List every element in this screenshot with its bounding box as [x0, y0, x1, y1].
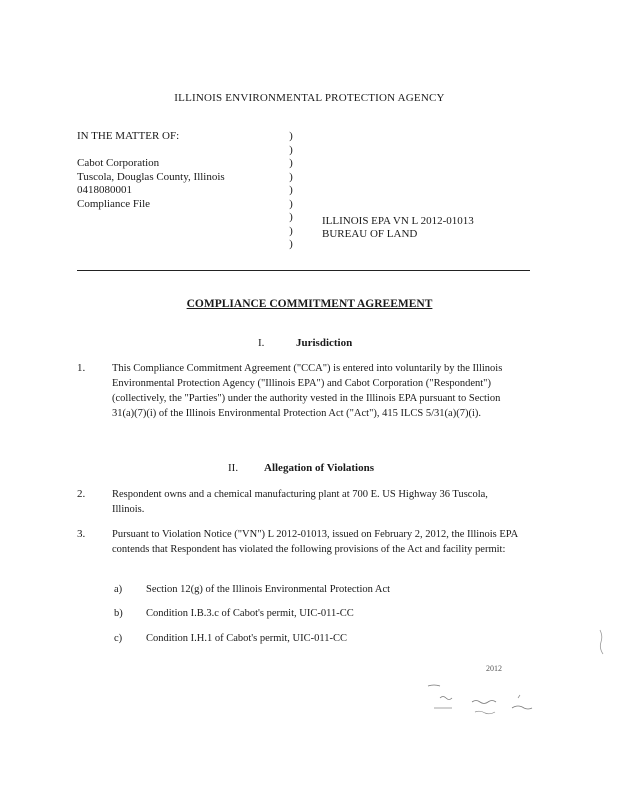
paragraph-number: 3.	[77, 528, 86, 540]
section-heading: Jurisdiction	[296, 337, 353, 349]
paragraph-number: 2.	[77, 488, 86, 500]
subitem-letter: b)	[114, 608, 123, 619]
case-caption-right	[322, 215, 474, 241]
paragraph-text: Pursuant to Violation Notice ("VN") L 2012-01013, issued on February 2, 2012, the Illinois EPA contends that Respondent has violated the following provisions of the Act and facility permit:	[112, 529, 518, 555]
margin-mark	[597, 628, 607, 658]
caption-line	[77, 144, 225, 158]
paren: )	[289, 170, 293, 183]
paren: )	[289, 157, 293, 169]
caption-divider	[77, 270, 530, 271]
received-stamp-marks	[420, 668, 550, 720]
paren: )	[289, 238, 293, 250]
paren: )	[289, 197, 293, 210]
subitem-letter: c)	[114, 633, 123, 644]
case-number: ILLINOIS EPA VN L 2012-01013	[322, 215, 474, 227]
paren: )	[289, 211, 293, 223]
paragraph-text: This Compliance Commitment Agreement ("CCA") is entered into voluntarily by the Illinois Environmental Protection Agency ("Illinois EPA") and Cabot Corporation ("Respondent") (collectively, the "Parties") under the authority vested in the Illinois EPA pursuant to Section 31(a)(7)(i) of the Illinois Environmental Protection Act ("Act"), 415 ILCS 5/31(a)(7)(i).	[112, 363, 503, 419]
subitem-text: Condition I.H.1 of Cabot's permit, UIC-011-CC	[146, 633, 347, 644]
subitem-letter: a)	[114, 584, 123, 595]
document-title: COMPLIANCE COMMITMENT AGREEMENT	[186, 298, 433, 310]
case-caption-left	[77, 130, 225, 211]
paragraph-text: Respondent owns and a chemical manufacturing plant at 700 E. US Highway 36 Tuscola, Illinois.	[112, 489, 488, 515]
paren: )	[289, 184, 293, 196]
subitem-text: Condition I.B.3.c of Cabot's permit, UIC-011-CC	[146, 608, 354, 619]
agency-header: ILLINOIS ENVIRONMENTAL PROTECTION AGENCY	[174, 92, 445, 104]
section-numeral: II.	[228, 462, 239, 474]
paren: )	[289, 143, 293, 156]
section-heading: Allegation of Violations	[264, 462, 375, 474]
caption-line: IN THE MATTER OF:	[77, 130, 180, 142]
caption-line: Tuscola, Douglas County, Illinois	[77, 170, 225, 183]
caption-line: 0418080001	[77, 184, 132, 196]
paren: )	[289, 130, 293, 142]
stamp-year: 2012	[486, 664, 502, 673]
caption-line: Compliance File	[77, 197, 151, 210]
caption-paren-column	[287, 130, 295, 252]
paren: )	[289, 224, 293, 237]
subitem-text: Section 12(g) of the Illinois Environmental Protection Act	[146, 584, 391, 595]
bureau-name: BUREAU OF LAND	[322, 228, 418, 240]
paragraph-number: 1.	[77, 362, 86, 374]
caption-line: Cabot Corporation	[77, 157, 160, 169]
section-numeral: I.	[258, 337, 265, 349]
